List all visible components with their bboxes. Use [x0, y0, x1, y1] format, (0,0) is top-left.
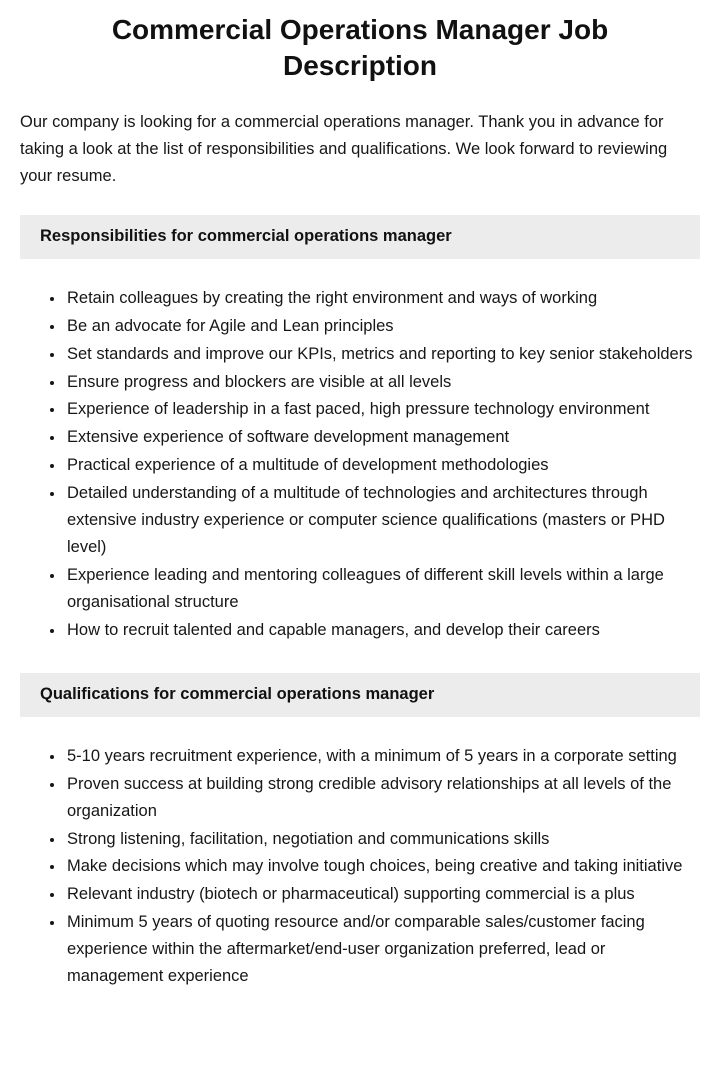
list-item: • Strong listening, facilitation, negotiation and communications skills: [65, 826, 700, 853]
list-item: • Practical experience of a multitude of development methodologies: [65, 452, 700, 479]
responsibilities-heading: Responsibilities for commercial operations manager: [20, 215, 700, 258]
responsibilities-list: [20, 285, 700, 644]
list-item: • How to recruit talented and capable managers, and develop their careers: [65, 617, 700, 644]
list-item: • Proven success at building strong credible advisory relationships at all levels of the organization: [65, 771, 700, 825]
qualifications-section: [20, 673, 700, 989]
list-item: • Experience leading and mentoring colleagues of different skill levels within a large organisational structure: [65, 562, 700, 616]
list-item: • Be an advocate for Agile and Lean principles: [65, 313, 700, 340]
intro-paragraph: Our company is looking for a commercial operations manager. Thank you in advance for taking a look at the list of responsibilities and qualifications. We look forward to reviewing your resume.: [20, 112, 668, 185]
list-item: • Retain colleagues by creating the right environment and ways of working: [65, 285, 700, 312]
list-item: • Ensure progress and blockers are visible at all levels: [65, 369, 700, 396]
list-item: • Minimum 5 years of quoting resource and/or comparable sales/customer facing experience within the aftermarket/end-user organization preferred, lead or management experience: [65, 909, 700, 990]
list-item: • 5-10 years recruitment experience, with a minimum of 5 years in a corporate setting: [65, 743, 700, 770]
list-item: • Make decisions which may involve tough choices, being creative and taking initiative: [65, 853, 700, 880]
qualifications-list: [20, 743, 700, 990]
page-title: Commercial Operations Manager Job Description: [111, 14, 609, 82]
list-item: • Set standards and improve our KPIs, metrics and reporting to key senior stakeholders: [65, 341, 700, 368]
list-item: • Experience of leadership in a fast paced, high pressure technology environment: [65, 396, 700, 423]
list-item: • Extensive experience of software development management: [65, 424, 700, 451]
list-item: • Relevant industry (biotech or pharmaceutical) supporting commercial is a plus: [65, 881, 700, 908]
responsibilities-section: [20, 215, 700, 643]
list-item: • Detailed understanding of a multitude of technologies and architectures through extensive industry experience or computer science qualifications (masters or PHD level): [65, 480, 700, 561]
qualifications-heading: Qualifications for commercial operations manager: [20, 673, 700, 716]
